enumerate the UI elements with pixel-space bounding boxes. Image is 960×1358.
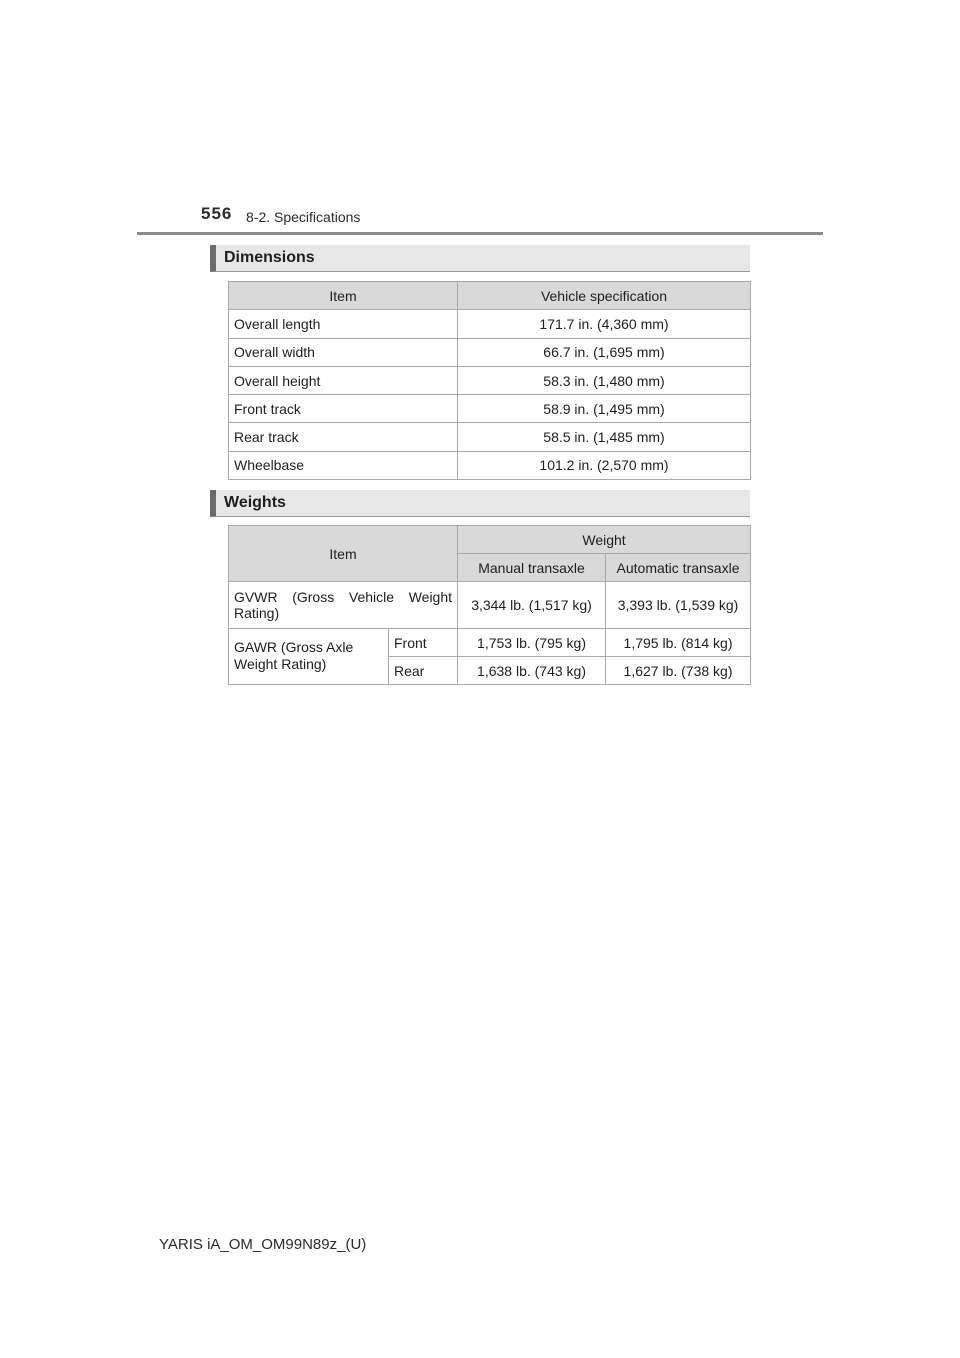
gawr-front-manual-value: 1,753 lb. (795 kg) <box>458 629 606 657</box>
gawr-rear-axle: Rear <box>389 657 458 685</box>
table-row <box>229 366 751 394</box>
gawr-front-axle: Front <box>389 629 458 657</box>
row-value: 171.7 in. (4,360 mm) <box>458 310 751 338</box>
table-row <box>229 423 751 451</box>
gawr-label: GAWR (Gross Axle Weight Rating) <box>229 629 389 685</box>
gvwr-manual-value: 3,344 lb. (1,517 kg) <box>458 582 606 629</box>
table-row <box>229 310 751 338</box>
gawr-rear-auto-value: 1,627 lb. (738 kg) <box>606 657 751 685</box>
table-row <box>229 582 751 629</box>
page-number: 556 <box>201 204 233 223</box>
column-header-vehicle-specification: Vehicle specification <box>458 282 751 310</box>
weights-section-heading <box>210 490 750 517</box>
dimensions-title: Dimensions <box>224 249 315 266</box>
column-header-item: Item <box>229 526 458 582</box>
weights-table <box>228 525 751 685</box>
row-item: Overall height <box>229 366 458 394</box>
row-item: Overall width <box>229 338 458 366</box>
table-row <box>229 338 751 366</box>
row-value: 101.2 in. (2,570 mm) <box>458 451 751 479</box>
row-value: 66.7 in. (1,695 mm) <box>458 338 751 366</box>
weights-title: Weights <box>224 494 286 511</box>
dimensions-section-heading <box>210 245 750 272</box>
table-header-row <box>229 526 751 554</box>
row-item: Front track <box>229 395 458 423</box>
column-header-weight: Weight <box>458 526 751 554</box>
table-row <box>229 629 751 657</box>
table-header-row <box>229 282 751 310</box>
row-item: Wheelbase <box>229 451 458 479</box>
header-rule <box>137 232 823 235</box>
gvwr-label: GVWR (Gross Vehicle Weight Rating) <box>229 582 458 629</box>
column-header-automatic-transaxle: Automatic transaxle <box>606 554 751 582</box>
row-item: Rear track <box>229 423 458 451</box>
gawr-rear-manual-value: 1,638 lb. (743 kg) <box>458 657 606 685</box>
gvwr-auto-value: 3,393 lb. (1,539 kg) <box>606 582 751 629</box>
column-header-manual-transaxle: Manual transaxle <box>458 554 606 582</box>
gawr-front-auto-value: 1,795 lb. (814 kg) <box>606 629 751 657</box>
document-id: YARIS iA_OM_OM99N89z_(U) <box>159 1236 367 1253</box>
row-value: 58.9 in. (1,495 mm) <box>458 395 751 423</box>
row-item: Overall length <box>229 310 458 338</box>
section-path: 8-2. Specifications <box>246 209 361 225</box>
table-row <box>229 395 751 423</box>
table-row <box>229 451 751 479</box>
column-header-item: Item <box>229 282 458 310</box>
row-value: 58.3 in. (1,480 mm) <box>458 366 751 394</box>
row-value: 58.5 in. (1,485 mm) <box>458 423 751 451</box>
dimensions-table <box>228 281 751 480</box>
